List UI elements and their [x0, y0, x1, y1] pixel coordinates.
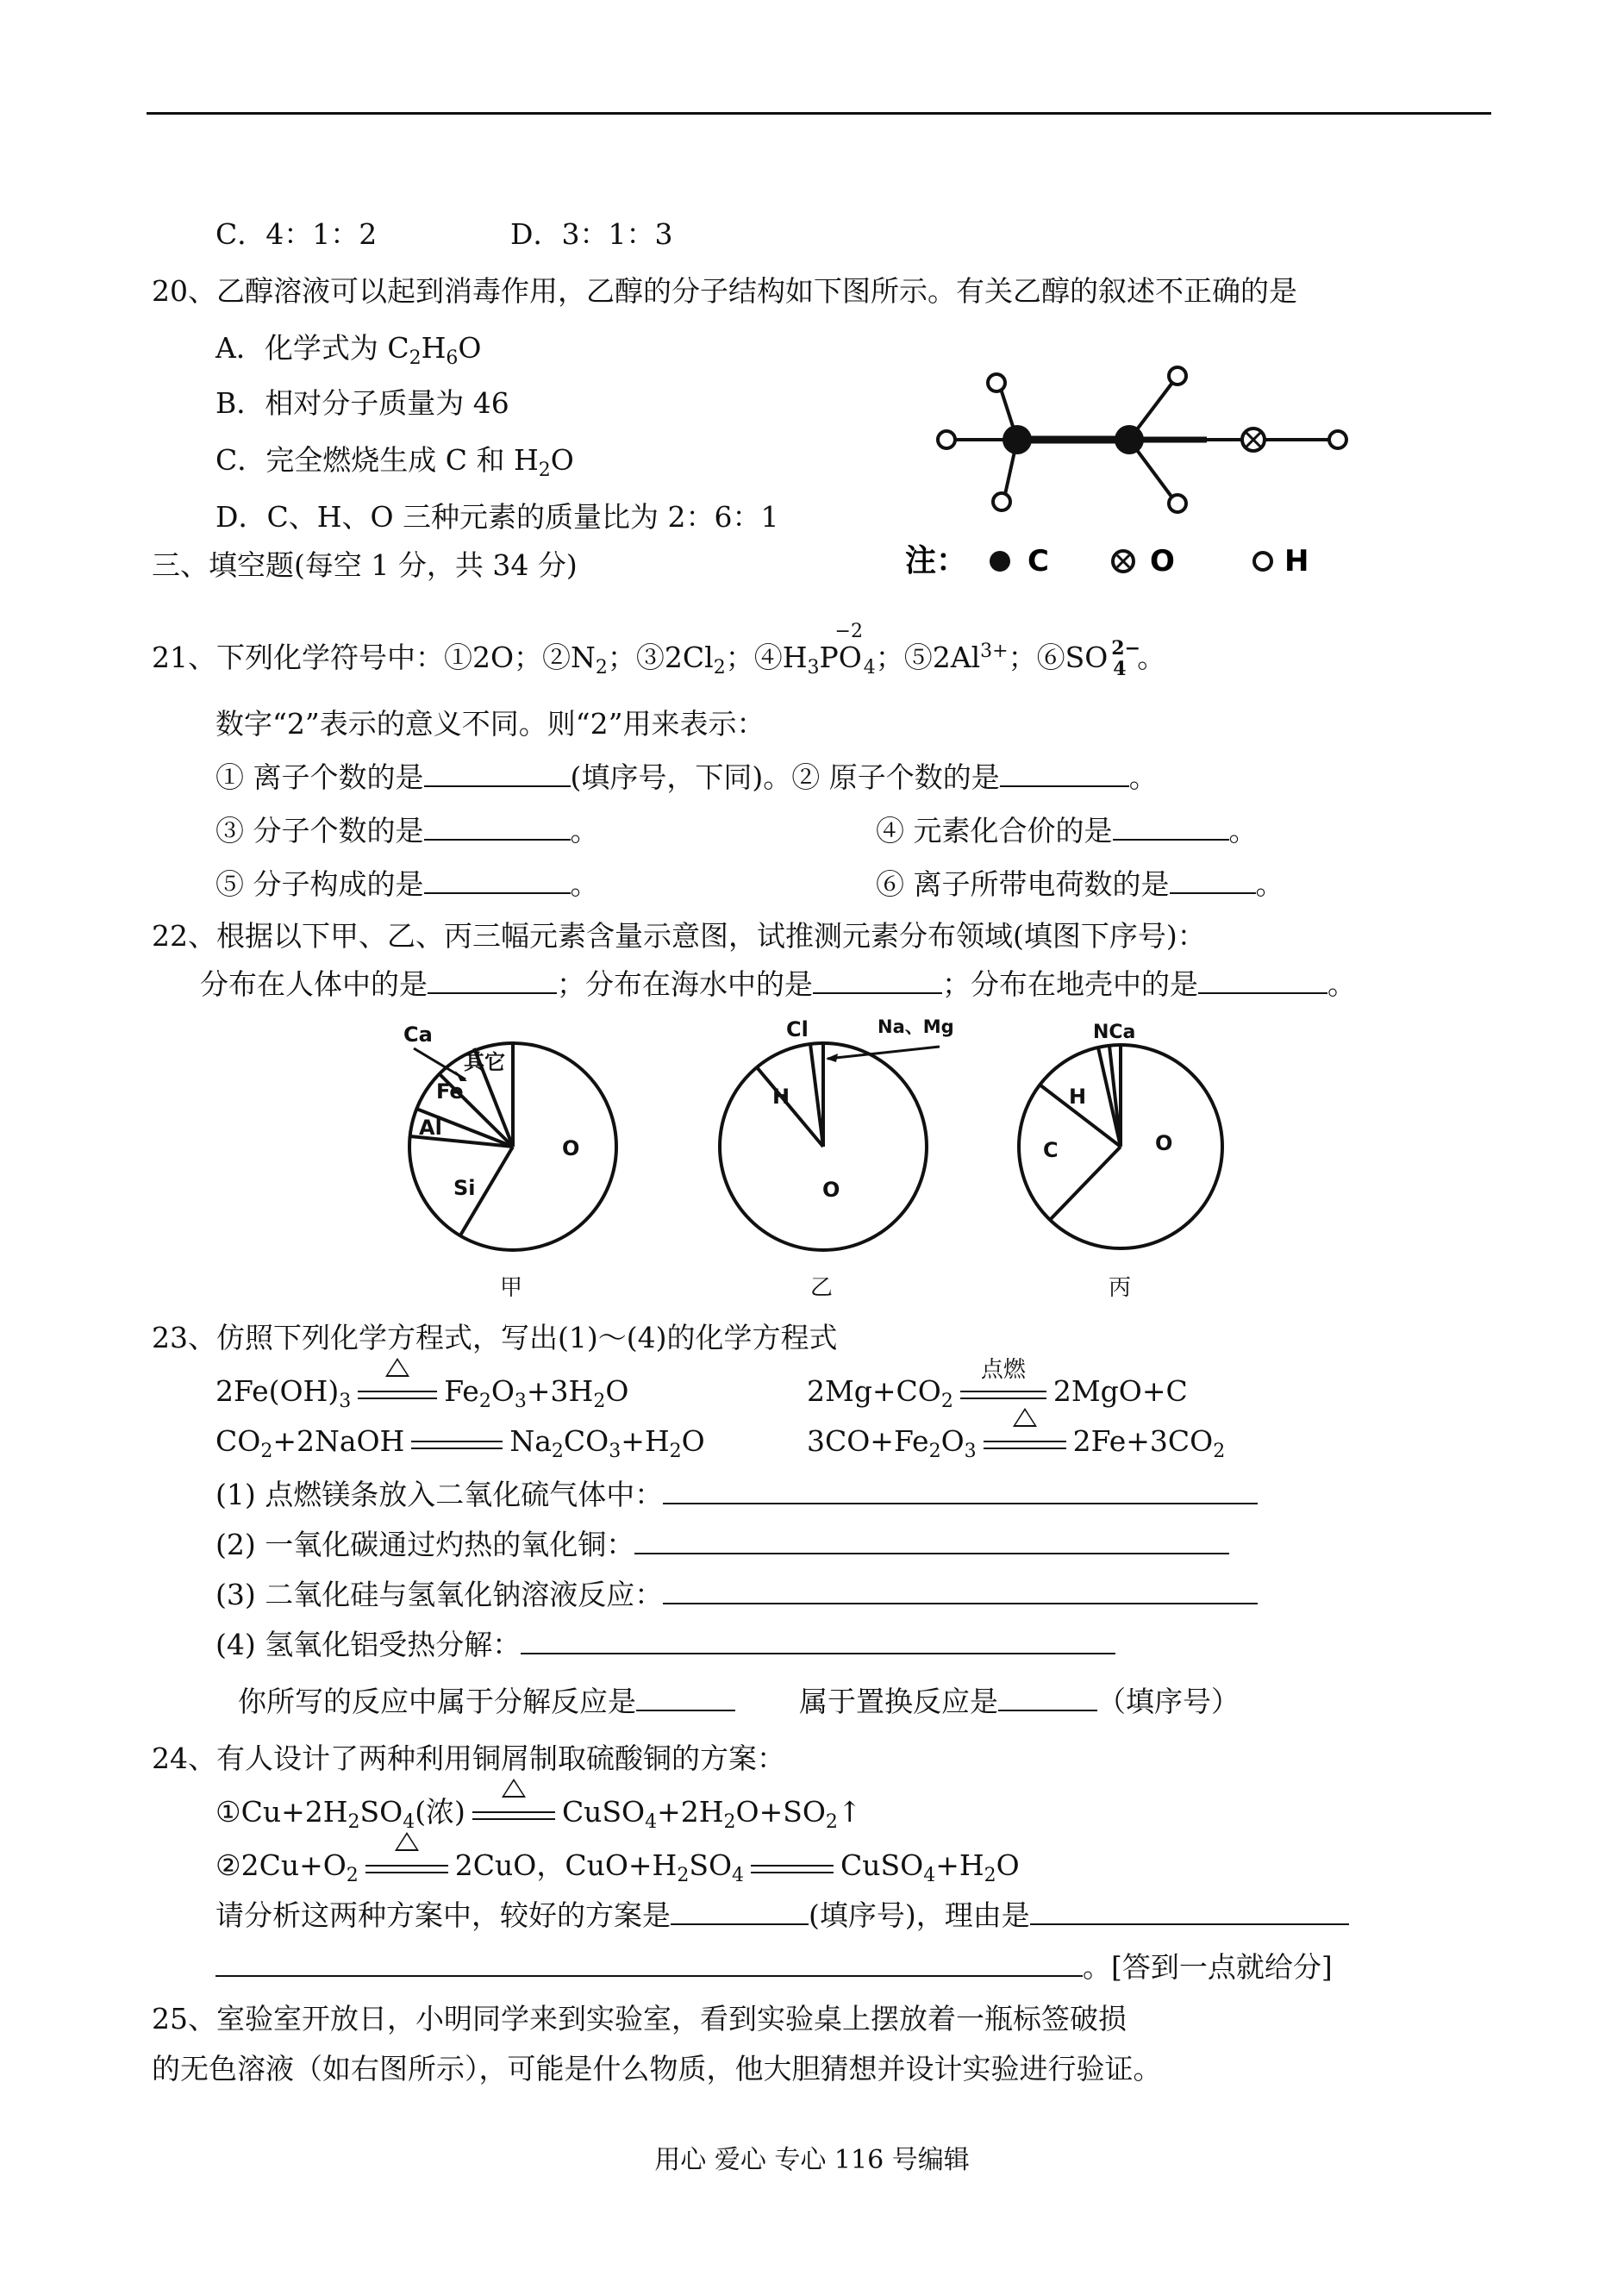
- pie-jia-label-o: O: [562, 1136, 580, 1160]
- q23-example-4: $3CO+Fe_2O_3$ $2Fe+3CO_2$: [807, 1423, 1225, 1471]
- pie-jia-label-ca: Ca: [403, 1022, 433, 1047]
- q20-option-d: D．C、H、O 三种元素的质量比为 2：6：1: [215, 500, 779, 534]
- section-3-heading: 三、填空题(每空 1 分，共 34 分): [152, 548, 578, 582]
- q22-blank-human[interactable]: [428, 966, 557, 994]
- element-pie-diagrams: [379, 1017, 1267, 1310]
- legend-oxygen-label: O: [1150, 544, 1175, 578]
- carbon-atom-1: [1003, 425, 1032, 454]
- pie-jia-label-other: 其它: [464, 1050, 505, 1074]
- pie-bing-label-h: H: [1069, 1085, 1087, 1109]
- q21-blank-6[interactable]: [1170, 866, 1256, 894]
- q23-example-2: $2Mg+CO_2$ 点燃 2MgO+C: [807, 1357, 1188, 1412]
- pie-yi-label-o: O: [822, 1178, 840, 1202]
- legend-carbon-dot: [990, 551, 1010, 572]
- q22-blank-sea[interactable]: [813, 966, 942, 994]
- q23-blank-decomposition[interactable]: [636, 1684, 735, 1711]
- q23-blank-4[interactable]: [521, 1627, 1115, 1654]
- q21-blank-4[interactable]: [1113, 813, 1229, 841]
- header-rule: [147, 112, 1491, 115]
- q20-stem: 20、乙醇溶液可以起到消毒作用，乙醇的分子结构如下图所示。有关乙醇的叙述不正确的是: [152, 274, 1297, 308]
- pie-bing-label-c: C: [1043, 1138, 1059, 1162]
- legend-hydrogen-dot: [1254, 553, 1271, 570]
- legend-prefix: 注：: [905, 543, 968, 578]
- q21-item-4: ④ 元素化合价的是 。: [876, 814, 1258, 847]
- q21-blank-2[interactable]: [1000, 760, 1129, 787]
- q20-option-a: A．化学式为 $C_2H_6O$: [215, 331, 482, 369]
- phosphorus-valence: −2: [834, 621, 863, 642]
- q23-classify: 你所写的反应中属于分解反应是 属于置换反应是 （填序号）: [238, 1685, 1240, 1718]
- pie-jia-label-fe: Fe: [436, 1079, 464, 1104]
- ethanol-structure-diagram: [905, 353, 1388, 586]
- q24-scheme-1: $①Cu+2H_2SO_4$(浓) $CuSO_4+2H_2O+SO_2↑$: [215, 1793, 862, 1842]
- pie-yi-caption: 乙: [810, 1275, 834, 1301]
- q23-part-1: (1) 点燃镁条放入二氧化硫气体中：: [215, 1476, 1258, 1514]
- q21-stem: 21、下列化学符号中：①2O；$②N_2$；$③2Cl_2$；$④H_3$ −2 $PO_4$；$⑤2Al^{3+}$；⑥SO 2− 4 。: [152, 633, 1165, 687]
- q20-option-b: B．相对分子质量为 46: [215, 386, 509, 420]
- q23-part-3: (3) 二氧化硅与氢氧化钠溶液反应：: [215, 1576, 1258, 1614]
- pie-jia-label-si: Si: [453, 1176, 476, 1200]
- q21-item-5: ⑤ 分子构成的是 。: [215, 867, 599, 901]
- pie-jia-label-al: Al: [419, 1116, 442, 1140]
- q23-blank-1[interactable]: [663, 1477, 1258, 1504]
- q21-item-6: ⑥ 离子所带电荷数的是 。: [876, 867, 1284, 901]
- q24-question: 请分析这两种方案中，较好的方案是 (填序号)，理由是: [215, 1897, 1349, 1935]
- q23-stem: 23、仿照下列化学方程式，写出(1)～(4)的化学方程式: [152, 1321, 838, 1354]
- q24-scheme-2: $②2Cu+O_2$ 2CuO，$CuO+H_2SO_4$ $CuSO_4+H_2O$: [215, 1847, 1020, 1895]
- q23-example-3: $CO_2+2NaOH$ $Na_2CO_3+H_2O$: [215, 1424, 705, 1462]
- pie-yi-label-cl: Cl: [786, 1017, 809, 1041]
- pie-bing-label-o: O: [1155, 1131, 1173, 1155]
- q23-part-2: (2) 一氧化碳通过灼热的氧化铜：: [215, 1526, 1229, 1564]
- q25-line-1: 25、室验室开放日，小明同学来到实验室，看到实验桌上摆放着一瓶标签破损: [152, 2002, 1127, 2035]
- q23-blank-2[interactable]: [634, 1527, 1229, 1554]
- sulfate-charge: 2−: [1111, 637, 1141, 660]
- carbon-atom-2: [1115, 425, 1144, 454]
- q24-blank-reason-cont[interactable]: [215, 1949, 1083, 1977]
- q21-blank-1[interactable]: [424, 760, 571, 787]
- q21-blank-5[interactable]: [424, 866, 571, 894]
- q23-example-1: $2Fe(OH)_3$ $Fe_2O_3+3H_2O$: [215, 1373, 628, 1421]
- q24-blank-choice[interactable]: [671, 1898, 809, 1925]
- q23-part-4: (4) 氢氧化铝受热分解：: [215, 1626, 1115, 1664]
- q24-stem: 24、有人设计了两种利用铜屑制取硫酸铜的方案：: [152, 1742, 785, 1775]
- q22-answers: 分布在人体中的是 ；分布在海水中的是 ；分布在地壳中的是 。: [200, 967, 1356, 1001]
- q24-blank-reason[interactable]: [1030, 1898, 1349, 1925]
- pie-jia-caption: 甲: [500, 1275, 523, 1301]
- q20-option-c: C．完全燃烧生成 C 和 $H_2O$: [215, 443, 574, 481]
- q24-reason-line: 。[答到一点就给分]: [215, 1948, 1333, 1986]
- q23-blank-displacement[interactable]: [998, 1684, 1097, 1711]
- pie-bing-label-nca: NCa: [1093, 1022, 1136, 1043]
- q19-option-c: C．4：1：2: [215, 217, 378, 251]
- legend-hydrogen-label: H: [1284, 544, 1309, 578]
- page-footer: 用心 爱心 专心 116 号编辑: [654, 2145, 970, 2175]
- q23-blank-3[interactable]: [663, 1577, 1258, 1604]
- pie-yi-label-h: H: [772, 1085, 790, 1109]
- q22-stem: 22、根据以下甲、乙、丙三幅元素含量示意图，试推测元素分布领域(填图下序号)：: [152, 919, 1206, 953]
- q21-item-3: ③ 分子个数的是 。: [215, 814, 599, 847]
- pie-yi-label-namg: Na、Mg: [878, 1017, 954, 1037]
- q19-option-d: D．3：1：3: [510, 217, 673, 251]
- legend-carbon-label: C: [1027, 544, 1049, 578]
- q21-instruction: 数字“2”表示的意义不同。则“2”用来表示：: [215, 707, 765, 741]
- q22-blank-crust[interactable]: [1198, 966, 1327, 994]
- pie-bing-caption: 丙: [1109, 1275, 1132, 1301]
- q21-blank-3[interactable]: [424, 813, 571, 841]
- q25-line-2: 的无色溶液（如右图所示），可能是什么物质，他大胆猜想并设计实验进行验证。: [152, 2052, 1162, 2086]
- q21-item-1-2: ① 离子个数的是 (填序号，下同)。② 原子个数的是 。: [215, 760, 1158, 794]
